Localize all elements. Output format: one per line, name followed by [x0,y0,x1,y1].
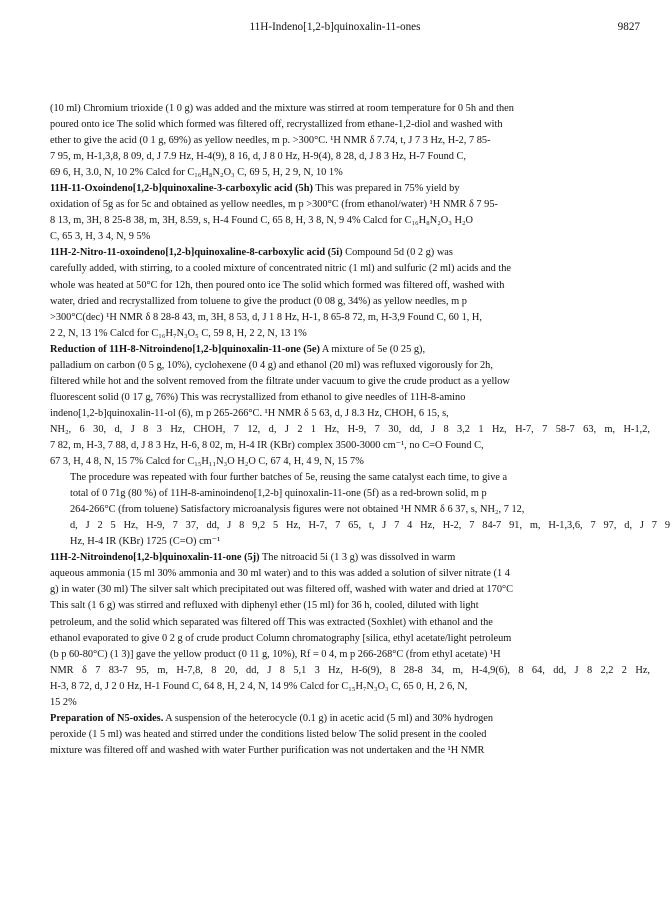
paragraph [50,181,650,245]
text-line [50,534,650,550]
text-line [50,598,650,614]
text-run: 2 2, N, 13 1% Calcd for C₁₆H₇N₃O₅ C, 59 8, H, 2 2, N, 13 1% [50,327,307,339]
text-line [50,294,650,310]
text-run: 15 2% [50,696,77,708]
text-run: peroxide (1 5 ml) was heated and stirred under the conditions listed below The solid present in the cooled [50,728,487,740]
text-line [50,470,650,486]
text-run: C, 65 3, H, 3 4, N, 9 5% [50,231,151,243]
text-run: indeno[1,2-b]quinoxalin-11-ol (6), m p 265-266°C. ¹H NMR δ 5 63, d, J 8.3 Hz, CHOH, 6 15, s, [50,407,449,419]
text-line [50,245,650,261]
text-run: This salt (1 6 g) was stirred and refluxed with diphenyl ether (15 ml) for 36 h, cooled, diluted with light [50,600,479,612]
text-line [50,149,650,165]
text-run: palladium on carbon (0 5 g, 10%), cyclohexene (0 4 g) and ethanol (20 ml) was refluxed vigorously for 2h, [50,359,493,371]
text-line [50,550,650,566]
text-line [50,181,650,197]
text-run: poured onto ice The solid which formed was filtered off, recrystallized from ethane-1,2-diol and washed with [50,119,503,131]
text-line [50,663,650,679]
text-line [50,486,650,502]
text-run: oxidation of 5g as for 5c and obtained as yellow needles, m p >300°C (from ethanol/water) ¹H NMR δ 7 95- [50,199,498,211]
text-run: >300°C(dec) ¹H NMR δ 8 28-8 43, m, 3H, 8 53, d, J 1 8 Hz, H-1, 8 65-8 72, m, H-3,9 Found C, 60 1, H, [50,311,482,323]
paragraph [50,245,650,341]
text-line [50,679,650,695]
text-line [50,133,650,149]
text-run: fluorescent solid (0 17 g, 76%) This was recrystallized from ethanol to give needles of 11H-8-amino [50,391,466,403]
text-line [50,197,650,213]
text-run: Hz, H-4 IR (KBr) 1725 (C=O) cm⁻¹ [70,536,221,548]
text-line [50,342,650,358]
text-line [50,261,650,277]
text-line [50,566,650,582]
text-run: ether to give the acid (0 1 g, 69%) as yellow needles, m p. >300°C. ¹H NMR δ 7.74, t, J 7 3 Hz, H-2, 7 85- [50,135,491,147]
text-run: 8 13, m, 3H, 8 25-8 38, m, 3H, 8.59, s, H-4 Found C, 65 8, H, 3 8, N, 9 4% Calcd for C₁₆H₈N₂O₃ H₂O [50,215,474,227]
paragraph [50,470,670,550]
page-number: 9827 [617,21,640,33]
text-line [50,743,650,759]
text-line [50,454,650,470]
text-run: The procedure was repeated with four further batches of 5e, reusing the same catalyst each time, to give a [70,472,508,484]
text-run: 264-266°C (from toluene) Satisfactory microanalysis figures were not obtained ¹H NMR δ 6 37, s, NH₂, 7 12, [70,504,525,516]
text-line [50,117,650,133]
running-title: 11H-Indeno[1,2-b]quinoxalin-11-ones [249,21,421,33]
section-heading: Reduction of 11H-8-Nitroindeno[1,2-b]quinoxalin-11-one (5e) [50,343,320,355]
paragraph [50,101,650,181]
text-line [50,631,650,647]
text-run: 67 3, H, 4 8, N, 15 7% Calcd for C₁₅H₁₁N₃O H₂O C, 67 4, H, 4 9, N, 15 7% [50,456,364,468]
text-run: whole was heated at 50°C for 12h, then poured onto ice The solid which formed was filtered off, washed with [50,279,505,291]
text-run: total of 0 71g (80 %) of 11H-8-aminoindeno[1,2-b] quinoxalin-11-one (5f) as a red-brown solid, m p [70,488,487,500]
text-line [50,390,650,406]
text-line [50,647,650,663]
text-run: This was prepared in 75% yield by [312,183,460,195]
text-run: NMR δ 7 83-7 95, m, H-7,8, 8 20, dd, J 8 5,1 3 Hz, H-6(9), 8 28-8 34, m, H-4,9(6), 8 64, dd, J 8 2,2 2 Hz, [50,664,650,676]
text-run: 69 6, H, 3.0, N, 10 2% Calcd for C₁₆H₈N₂O₃ C, 69 5, H, 2 9, N, 10 1% [50,167,343,179]
text-line [50,518,670,534]
text-run: H-3, 8 72, d, J 2 0 Hz, H-1 Found C, 64 8, H, 2 4, N, 14 9% Calcd for C₁₅H₇N₃O₃ C, 65 0, H, 2 6, N, [50,680,468,692]
text-run: ethanol evaporated to give 0 2 g of crude product Column chromatography [silica, ethyl acetate/light petroleum [50,632,512,644]
text-run: A mixture of 5e (0 25 g), [319,343,426,355]
text-run: (10 ml) Chromium trioxide (1 0 g) was added and the mixture was stirred at room temperature for 0 5h and then [50,103,514,114]
text-run: petroleum, and the solid which separated was filtered off This was extracted (Soxhlet) with ethanol and the [50,616,493,628]
text-run: g) in water (30 ml) The silver salt which precipitated out was filtered off, washed with water and dried at 170°C [50,584,514,596]
text-line [50,101,650,117]
text-line [50,422,650,438]
text-line [50,438,650,454]
text-line [50,582,650,598]
paragraph [50,342,650,470]
article-body [50,101,670,759]
text-line [50,165,650,181]
text-line [50,695,650,711]
text-run: d, J 2 5 Hz, H-9, 7 37, dd, J 8 9,2 5 Hz, H-7, 7 65, t, J 7 4 Hz, H-2, 7 84-7 91, m, H-1,3,6, 7 97, d, J 7 9 [70,520,670,532]
text-line [50,310,650,326]
text-line [50,406,650,422]
text-run: water, dried and recrystallized from toluene to give the product (0 08 g, 34%) as yellow needles, m p [50,295,467,307]
text-line [50,711,650,727]
text-line [50,278,650,294]
text-line [50,326,650,342]
running-header [30,21,640,37]
text-line [50,727,650,743]
paragraph [50,550,650,710]
text-run: (b p 60-80°C) (1 3)] gave the yellow product (0 11 g, 10%), Rf = 0 4, m p 266-268°C (from ethyl acetate) ¹H [50,648,501,660]
section-heading: 11H-2-Nitro-11-oxoindeno[1,2-b]quinoxaline-8-carboxylic acid (5i) [50,247,343,259]
text-run: The nitroacid 5i (1 3 g) was dissolved in warm [259,552,456,564]
text-run: 7 95, m, H-1,3,8, 8 09, d, J 7.9 Hz, H-4(9), 8 16, d, J 8 0 Hz, H-9(4), 8 28, d, J 8 3 Hz, H-7 Found C, [50,151,467,163]
text-line [50,502,650,518]
text-run: filtered while hot and the solvent removed from the filtrate under vacuum to give the crude product as a yellow [50,375,510,387]
paragraph [50,711,650,759]
text-run: 7 82, m, H-3, 7 88, d, J 8 3 Hz, H-6, 8 02, m, H-4 IR (KBr) complex 3500-3000 cm⁻¹, no C=O Found C, [50,439,484,451]
section-heading: Preparation of N5-oxides. [50,712,164,724]
text-line [50,615,650,631]
section-heading: 11H-11-Oxoindeno[1,2-b]quinoxaline-3-carboxylic acid (5h) [50,183,313,195]
text-run: A suspension of the heterocycle (0.1 g) in acetic acid (5 ml) and 30% hydrogen [163,712,494,724]
text-run: aqueous ammonia (15 ml 30% ammonia and 30 ml water) and to this was added a solution of silver nitrate (1 4 [50,568,510,580]
text-run: Compound 5d (0 2 g) was [342,247,453,259]
text-line [50,229,650,245]
section-heading: 11H-2-Nitroindeno[1,2-b]quinoxalin-11-one (5j) [50,552,260,564]
text-run: NH₂, 6 30, d, J 8 3 Hz, CHOH, 7 12, d, J 2 1 Hz, H-9, 7 30, dd, J 8 3,2 1 Hz, H-7, 7 58-7 63, m, H-1,2, [50,423,650,435]
text-run: mixture was filtered off and washed with water Further purification was not undertaken and the ¹H NMR [50,744,485,756]
text-run: carefully added, with stirring, to a cooled mixture of concentrated nitric (1 ml) and sulfuric (2 ml) acids and the [50,263,512,275]
text-line [50,358,650,374]
text-line [50,213,650,229]
text-line [50,374,650,390]
